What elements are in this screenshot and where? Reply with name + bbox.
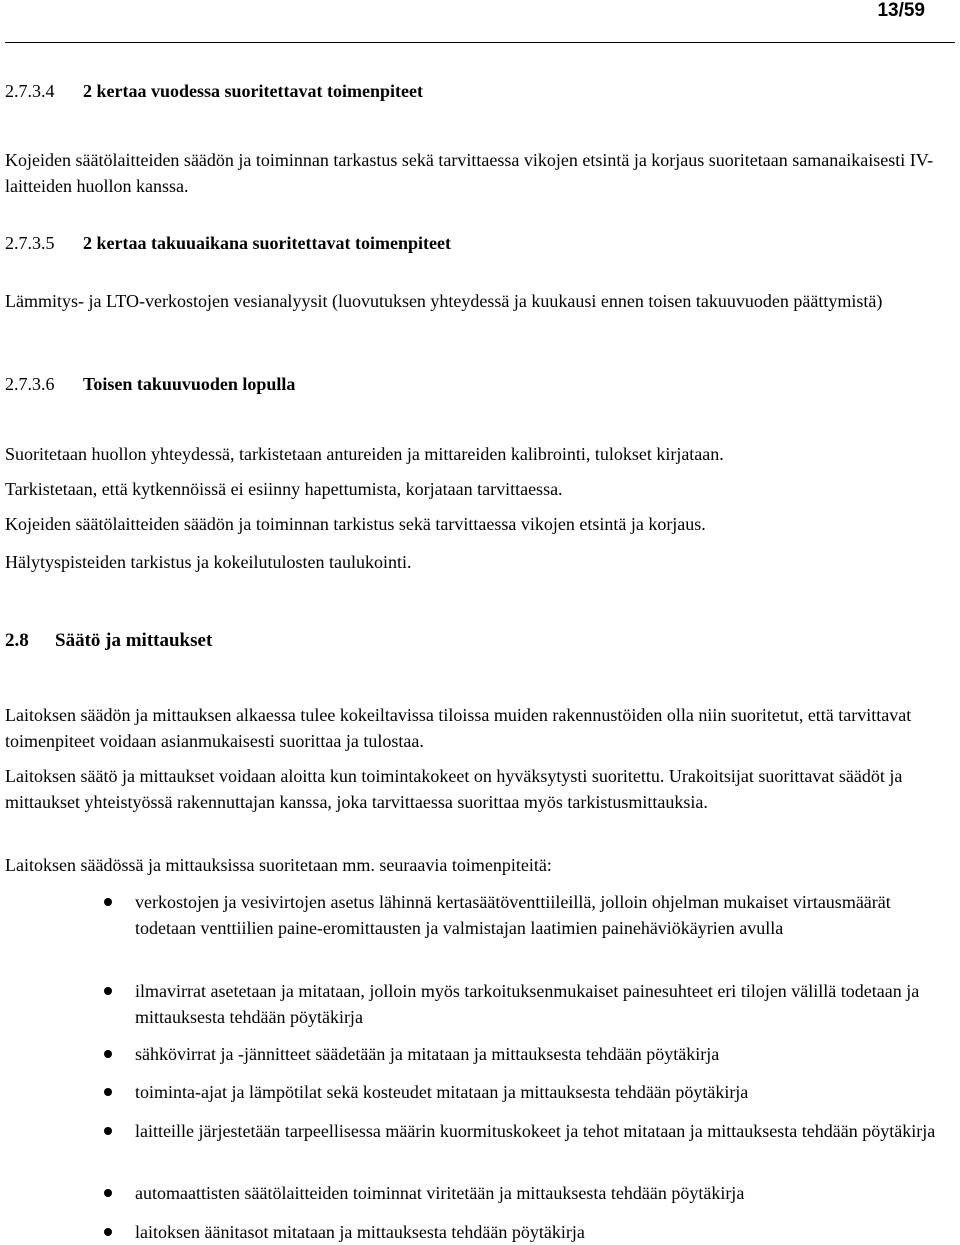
section-number: 2.7.3.4 bbox=[5, 81, 55, 101]
list-item-text: verkostojen ja vesivirtojen asetus lähinnä kertasäätöventtiileillä, jolloin ohjelman mukaiset virtausmäärät todetaan venttiilien paine-eromittausten ja valmistajan laatimien painehäviökäyrien avulla bbox=[135, 892, 891, 938]
list-item bbox=[135, 1118, 950, 1144]
list-item-text: automaattisten säätölaitteiden toiminnat viritetään ja mittauksesta tehdään pöytäkirja bbox=[135, 1183, 745, 1203]
body-line: Tarkistetaan, että kytkennöissä ei esiinny hapettumista, korjataan tarvittaessa. bbox=[5, 479, 563, 499]
section-heading-2736 bbox=[5, 371, 950, 397]
list-item bbox=[135, 889, 950, 941]
list-item-text: sähkövirrat ja -jännitteet säädetään ja mitataan ja mittauksesta tehdään pöytäkirja bbox=[135, 1044, 720, 1064]
section-body-2734: Kojeiden säätölaitteiden säädön ja toiminnan tarkastus sekä tarvittaessa vikojen etsintä ja korjaus suoritetaan samanaikaisesti IV-laitteiden huollon kanssa. bbox=[5, 150, 934, 196]
section-number: 2.7.3.6 bbox=[5, 374, 55, 394]
section-number: 2.8 bbox=[5, 630, 29, 651]
bullet-icon bbox=[104, 987, 112, 995]
section-body-2735: Lämmitys- ja LTO-verkostojen vesianalyysit (luovutuksen yhteydessä ja kuukausi ennen toisen takuuvuoden päättymistä) bbox=[5, 291, 883, 311]
list-item-text: toiminta-ajat ja lämpötilat sekä kosteudet mitataan ja mittauksesta tehdään pöytäkirja bbox=[135, 1082, 749, 1102]
section-title: 2 kertaa vuodessa suoritettavat toimenpiteet bbox=[83, 81, 423, 101]
list-item-text: ilmavirrat asetetaan ja mitataan, jolloin myös tarkoituksenmukaiset painesuhteet eri tilojen välillä todetaan ja mittauksesta tehdään pöytäkirja bbox=[135, 981, 920, 1027]
list-item bbox=[135, 1219, 950, 1245]
paragraph: Laitoksen säädössä ja mittauksissa suoritetaan mm. seuraavia toimenpiteitä: bbox=[5, 855, 552, 875]
list-item bbox=[135, 978, 950, 1030]
bullet-icon bbox=[104, 1088, 112, 1096]
section-title: 2 kertaa takuuaikana suoritettavat toimenpiteet bbox=[83, 233, 451, 253]
list-item bbox=[135, 1041, 950, 1067]
bullet-icon bbox=[104, 1050, 112, 1058]
page-number: 13/59 bbox=[877, 0, 925, 21]
section-title: Säätö ja mittaukset bbox=[55, 630, 213, 651]
bullet-icon bbox=[104, 898, 112, 906]
paragraph: Laitoksen säätö ja mittaukset voidaan aloitta kun toimintakokeet on hyväksytysti suoritettu. Urakoitsijat suorittavat säädöt ja mittaukset yhteistyössä rakennuttajan kanssa, joka tarvittaessa suorittaa myös tarkistusmittauksia. bbox=[5, 766, 903, 812]
paragraph: Laitoksen säädön ja mittauksen alkaessa tulee kokeiltavissa tiloissa muiden rakennustöiden olla niin suoritetut, että tarvittavat toimenpiteet voidaan asianmukaisesti suorittaa ja tulostaa. bbox=[5, 705, 912, 751]
list-item bbox=[135, 1180, 950, 1206]
body-line: Kojeiden säätölaitteiden säädön ja toiminnan tarkistus sekä tarvittaessa vikojen etsintä ja korjaus. bbox=[5, 514, 706, 534]
header-rule bbox=[5, 42, 955, 43]
bullet-icon bbox=[104, 1228, 112, 1236]
list-item-text: laitteille järjestetään tarpeellisessa määrin kuormituskokeet ja tehot mitataan ja mittauksesta tehdään pöytäkirja bbox=[135, 1121, 936, 1141]
bullet-icon bbox=[104, 1189, 112, 1197]
body-line: Hälytyspisteiden tarkistus ja kokeilutulosten taulukointi. bbox=[5, 552, 412, 572]
body-line: Suoritetaan huollon yhteydessä, tarkistetaan antureiden ja mittareiden kalibrointi, tulokset kirjataan. bbox=[5, 444, 724, 464]
section-title: Toisen takuuvuoden lopulla bbox=[83, 374, 296, 394]
section-heading-2734 bbox=[5, 78, 950, 104]
section-heading-2735 bbox=[5, 230, 950, 256]
section-heading-28 bbox=[5, 628, 950, 654]
list-item-text: laitoksen äänitasot mitataan ja mittauksesta tehdään pöytäkirja bbox=[135, 1222, 585, 1242]
section-number: 2.7.3.5 bbox=[5, 233, 55, 253]
bullet-icon bbox=[104, 1127, 112, 1135]
list-item bbox=[135, 1079, 950, 1105]
